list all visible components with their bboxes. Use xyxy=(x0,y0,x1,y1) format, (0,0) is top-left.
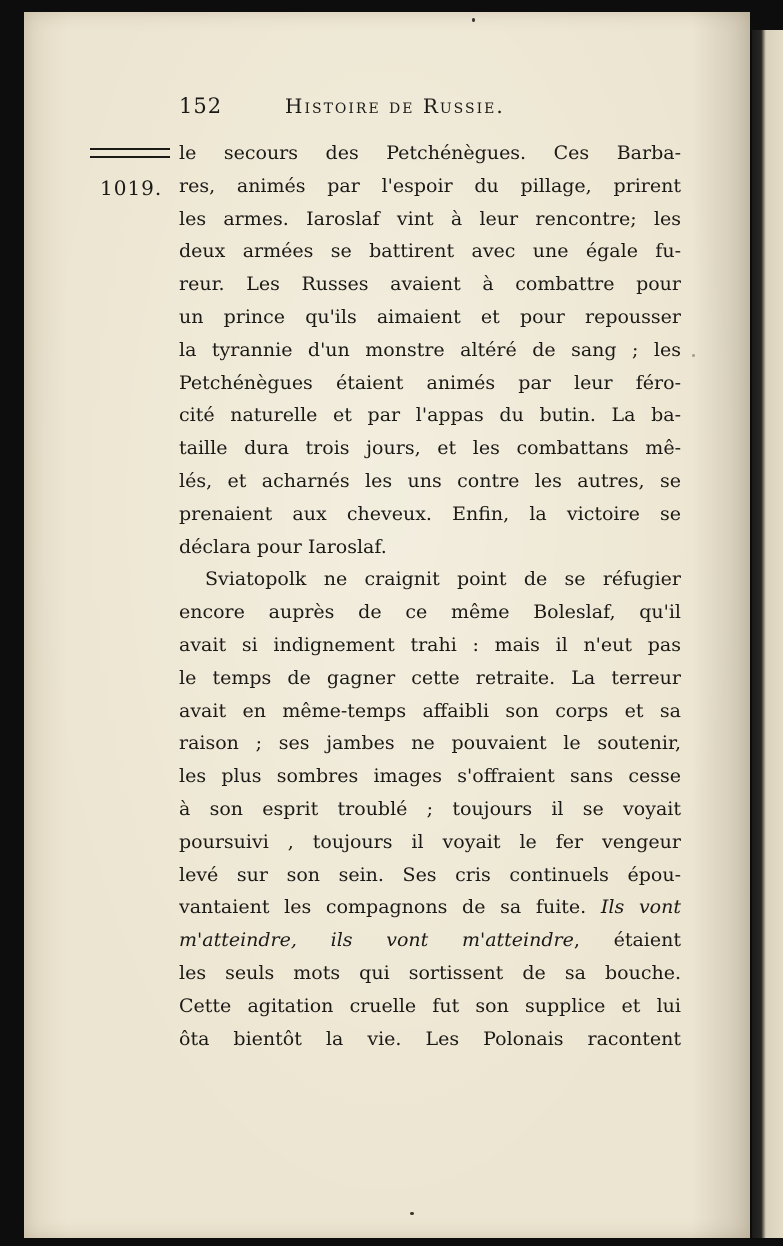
text-line xyxy=(179,826,681,859)
book-title: Histoire de Russie. xyxy=(285,94,505,118)
text-line xyxy=(179,367,681,400)
running-head xyxy=(179,90,679,122)
text-line xyxy=(179,301,681,334)
paper-speck xyxy=(472,18,475,22)
text-line xyxy=(179,235,681,268)
page-number: 152 xyxy=(179,94,223,118)
text-segment: vantaient les compagnons de sa fuite. xyxy=(179,896,601,919)
text-segment: taille dura trois jours, et les combattans mê- xyxy=(179,437,681,460)
text-line xyxy=(179,760,681,793)
text-segment: le temps de gagner cette retraite. La terreur xyxy=(179,666,681,689)
text-line xyxy=(179,334,681,367)
text-line xyxy=(179,662,681,695)
text-segment: poursuivi , toujours il voyait le fer vengeur xyxy=(179,830,681,853)
italic-text: Ils vont xyxy=(600,896,681,919)
text-segment: Cette agitation cruelle fut son supplice et lui xyxy=(179,994,681,1017)
next-page-edge xyxy=(752,30,783,1238)
text-segment: levé sur son sein. Ses cris continuels épou- xyxy=(179,863,681,886)
text-line xyxy=(179,498,681,531)
text-segment: le secours des Petchénègues. Ces Barba- xyxy=(179,142,681,164)
text-line xyxy=(179,859,681,892)
body-text xyxy=(179,137,681,1055)
text-segment: raison ; ses jambes ne pouvaient le soutenir, xyxy=(179,732,681,755)
text-line xyxy=(179,563,681,596)
text-line xyxy=(179,695,681,728)
text-segment: deux armées se battirent avec une égale fu- xyxy=(179,240,681,263)
paper-speck xyxy=(692,354,695,357)
text-segment: les armes. Iaroslaf vint à leur rencontre; les xyxy=(179,207,681,230)
text-line xyxy=(179,596,681,629)
text-line xyxy=(179,924,681,957)
text-segment: reur. Les Russes avaient à combattre pour xyxy=(179,273,681,296)
text-segment: à son esprit troublé ; toujours il se voyait xyxy=(179,797,681,820)
text-segment: prenaient aux cheveux. Enfin, la victoire se xyxy=(179,502,681,525)
text-segment: Petchénègues étaient animés par leur féro- xyxy=(179,371,681,394)
text-segment: res, animés par l'espoir du pillage, prirent xyxy=(179,174,681,197)
text-line xyxy=(179,465,681,498)
text-segment: avait en même-temps affaibli son corps et sa xyxy=(179,699,681,722)
text-segment: déclara pour Iaroslaf. xyxy=(179,535,387,558)
text-segment: lés, et acharnés les uns contre les autres, se xyxy=(179,469,681,492)
text-segment: encore auprès de ce même Boleslaf, qu'il xyxy=(179,601,681,624)
text-line xyxy=(179,990,681,1023)
text-segment: un prince qu'ils aimaient et pour repousser xyxy=(179,305,681,328)
text-line xyxy=(179,727,681,760)
text-line xyxy=(179,268,681,301)
text-segment: Sviatopolk ne craignit point de se réfugier xyxy=(205,568,681,591)
text-line xyxy=(179,793,681,826)
text-segment: les seuls mots qui sortissent de sa bouche. xyxy=(179,961,681,984)
margin-rule xyxy=(90,148,170,158)
text-line xyxy=(179,531,681,564)
text-line xyxy=(179,891,681,924)
text-segment: la tyrannie d'un monstre altéré de sang ; les xyxy=(179,338,681,361)
margin-year: 1019. xyxy=(100,176,163,200)
text-segment: cité naturelle et par l'appas du butin. La ba- xyxy=(179,404,681,427)
text-line xyxy=(179,137,681,170)
text-line xyxy=(179,1023,681,1056)
text-segment: , étaient xyxy=(573,929,681,952)
text-line xyxy=(179,957,681,990)
italic-text: m'atteindre, ils vont m'atteindre xyxy=(179,929,574,952)
text-line xyxy=(179,432,681,465)
text-segment: avait si indignement trahi : mais il n'eut pas xyxy=(179,633,681,656)
text-line xyxy=(179,170,681,203)
text-line xyxy=(179,203,681,236)
paper-speck xyxy=(410,1212,414,1215)
text-segment: ôta bientôt la vie. Les Polonais racontent xyxy=(179,1027,681,1050)
text-segment: les plus sombres images s'offraient sans cesse xyxy=(179,765,681,788)
text-line xyxy=(179,629,681,662)
text-line xyxy=(179,399,681,432)
